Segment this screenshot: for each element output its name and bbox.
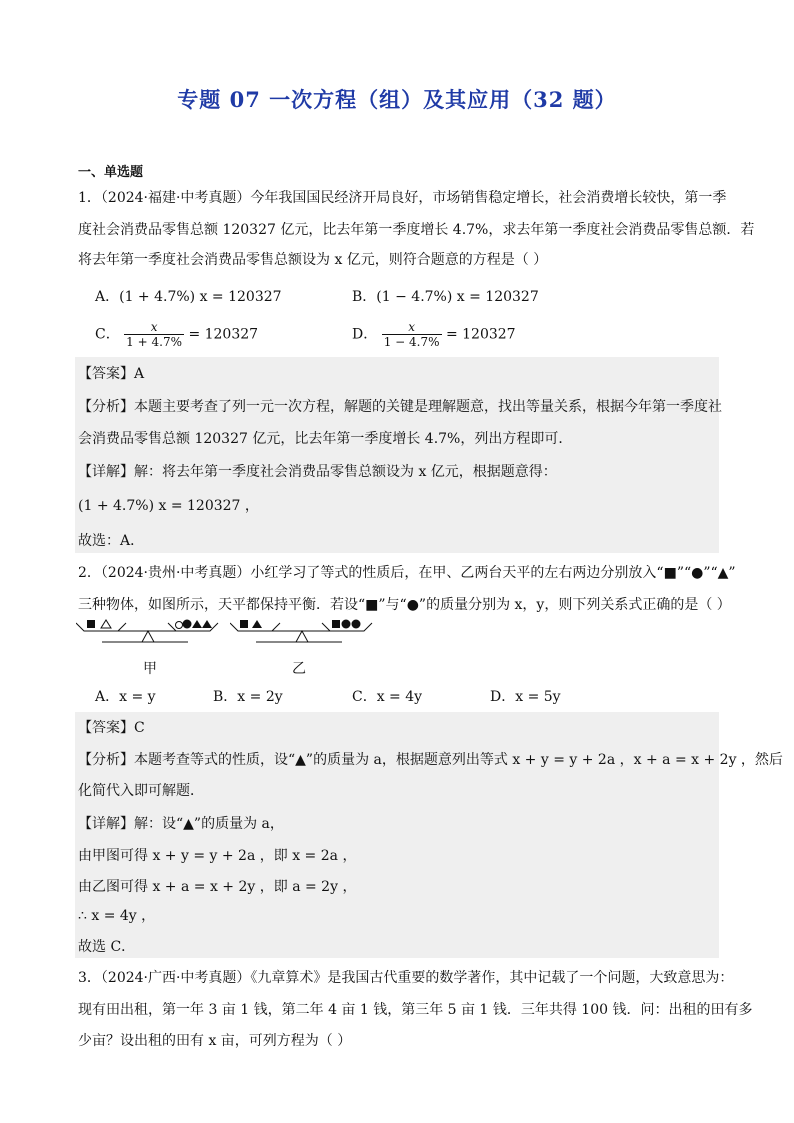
- balance-label: 甲: [143, 661, 157, 677]
- circle-shape: [342, 620, 351, 629]
- triangle-shape: [252, 620, 262, 628]
- q2-analysis: 【分析】本题考查等式的性质，设“▲”的质量为 a，根据题意列出等式 x + y = y + 2a ，x + a = x + 2y ，然后: [78, 752, 783, 768]
- balance-label: 乙: [292, 661, 306, 677]
- q2-line: 2．（2024·贵州·中考真题）小红学习了等式的性质后，在甲、乙两台天平的左右两边分别放入“■”“●”“▲”: [78, 565, 736, 581]
- triangle-shape: [192, 620, 202, 628]
- q1-detail: 【详解】解：将去年第一季度社会消费品零售总额设为 x 亿元，根据题意得：: [78, 464, 557, 480]
- section-heading: 一、单选题: [78, 165, 144, 180]
- q1-answer-box: [75, 357, 719, 553]
- numerator: x: [124, 320, 184, 335]
- q2-option-d: D．x = 5y: [490, 689, 561, 705]
- q1-option-c: [95, 320, 258, 349]
- q1-detail: 故选：A．: [78, 533, 145, 549]
- q3-line: 3．（2024·广西·中考真题）《九章算术》是我国古代重要的数学著作，其中记载了一个问题，大致意思为：: [78, 970, 734, 986]
- q1-line: 度社会消费品零售总额 120327 亿元，比去年第一季度增长 4.7%，求去年第一季度社会消费品零售总额．若: [78, 222, 755, 238]
- q1-line: 将去年第一季度社会消费品零售总额设为 x 亿元，则符合题意的方程是（ ）: [78, 252, 548, 268]
- equation-rhs: = 120327: [188, 326, 259, 343]
- q2-answer: 【答案】C: [78, 720, 145, 736]
- q2-detail: 由甲图可得 x + y = y + 2a ，即 x = 2a ，: [78, 848, 357, 864]
- square-shape: [240, 620, 248, 628]
- q1-answer: 【答案】A: [78, 366, 145, 382]
- circle-shape: [352, 620, 361, 629]
- fraction: [124, 320, 184, 349]
- q2-detail: ∴ x = 4y ，: [78, 908, 156, 924]
- q2-line: 三种物体，如图所示，天平都保持平衡．若设“■”与“●”的质量分别为 x，y，则下列关系式正确的是（ ）: [78, 597, 731, 613]
- q2-detail: 【详解】解：设“▲”的质量为 a，: [78, 816, 284, 832]
- q3-line: 少亩？设出租的田有 x 亩，可列方程为（ ）: [78, 1033, 352, 1049]
- equation-rhs: = 120327: [445, 326, 516, 343]
- q1-detail: (1 + 4.7%) x = 120327 ，: [78, 498, 259, 514]
- q2-option-c: C．x = 4y: [352, 689, 423, 705]
- circle-outline: [176, 622, 183, 629]
- q2-detail: 故选 C．: [78, 939, 136, 955]
- q1-analysis: 【分析】本题主要考查了列一元一次方程，解题的关键是理解题意，找出等量关系，根据今年第一季度社: [78, 399, 722, 415]
- fraction: [382, 320, 442, 349]
- square-shape: [87, 620, 95, 628]
- q2-option-a: A．x = y: [95, 689, 156, 705]
- q2-detail: 由乙图可得 x + a = x + 2y ，即 a = 2y ，: [78, 879, 357, 895]
- denominator: 1 + 4.7%: [126, 335, 182, 349]
- q1-analysis: 会消费品零售总额 120327 亿元，比去年第一季度增长 4.7%，列出方程即可．: [78, 431, 573, 447]
- triangle-outline: [101, 620, 111, 628]
- denominator: 1 − 4.7%: [383, 335, 440, 349]
- numerator: x: [382, 320, 442, 335]
- circle-shape: [183, 620, 192, 629]
- q2-analysis: 化简代入即可解题．: [78, 783, 204, 799]
- option-label: C．: [95, 326, 120, 343]
- fulcrum: [296, 631, 308, 642]
- fulcrum: [142, 631, 154, 642]
- q2-option-b: B．x = 2y: [213, 689, 283, 705]
- q1-line: 1．（2024·福建·中考真题）今年我国国民经济开局良好，市场销售稳定增长，社会消费增长较快，第一季: [78, 190, 727, 206]
- q1-option-d: [352, 320, 516, 349]
- q1-option-a: A．(1 + 4.7%) x = 120327: [95, 289, 282, 305]
- page-title: 专题 07 一次方程（组）及其应用（32 题）: [177, 87, 617, 112]
- q1-option-b: B．(1 − 4.7%) x = 120327: [352, 289, 539, 305]
- triangle-shape: [202, 620, 212, 628]
- square-shape: [332, 620, 340, 628]
- q3-line: 现有田出租，第一年 3 亩 1 钱，第二年 4 亩 1 钱，第三年 5 亩 1 钱．三年共得 100 钱．问：出租的田有多: [78, 1002, 753, 1018]
- option-label: D．: [352, 326, 378, 343]
